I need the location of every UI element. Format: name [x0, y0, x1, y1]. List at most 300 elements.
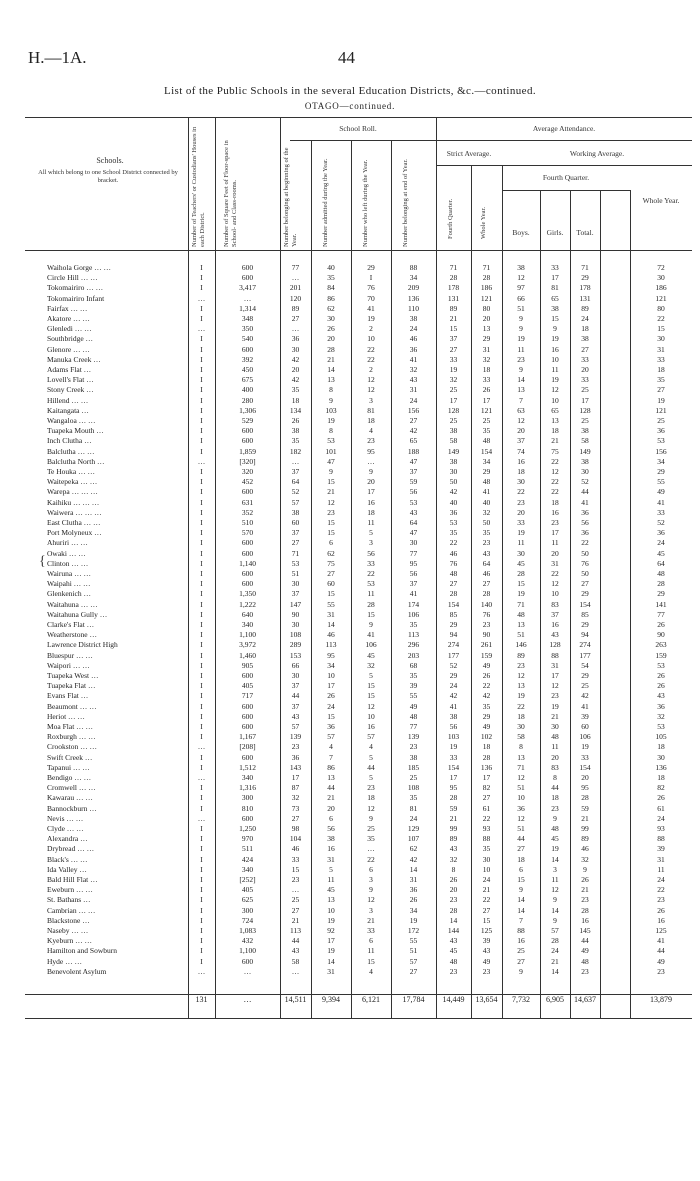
cell-roll-end: 48	[409, 711, 418, 721]
total-teachers: 131	[195, 995, 208, 1004]
cell-boys: 22	[517, 487, 525, 497]
cell-boys: 30	[517, 722, 525, 731]
cell-roll-end: 296	[407, 640, 420, 650]
cell-teachers: I	[200, 477, 203, 487]
cell-left: 12	[367, 701, 375, 711]
cell-whole-year: 16	[657, 915, 665, 925]
school-name: Waipahi … …	[47, 579, 91, 589]
cell-roll-begin: 42	[291, 375, 300, 385]
cell-floor-space: 675	[241, 375, 254, 385]
cell-strict-year: 35	[482, 528, 491, 538]
cell-floor-space: 348	[241, 314, 254, 323]
cell-admitted: 7	[329, 752, 333, 762]
cell-girls: 19	[551, 375, 559, 385]
cell-girls: 31	[551, 660, 559, 670]
cell-strict-q4: 28	[449, 273, 458, 283]
cell-floor-space: 970	[241, 834, 254, 844]
cell-boys: 30	[517, 548, 525, 558]
total-roll-begin: 14,511	[284, 995, 307, 1004]
cell-admitted: 15	[327, 518, 335, 527]
school-name: Beaumont … …	[47, 701, 97, 711]
cell-floor-space: 600	[241, 538, 254, 548]
cell-boys: 10	[517, 793, 525, 803]
table-row	[25, 753, 692, 763]
cell-left: 5	[369, 773, 373, 782]
cell-boys: 36	[517, 803, 525, 813]
school-name: Waitepeka … …	[47, 477, 98, 487]
cell-roll-begin: 25	[291, 895, 300, 905]
cell-roll-begin: 71	[291, 548, 300, 558]
cell-roll-begin: 18	[291, 395, 300, 405]
cell-left: 15	[367, 956, 375, 966]
total-whole-year: 13,879	[650, 995, 672, 1004]
cell-teachers: I	[200, 548, 203, 558]
cell-girls: 20	[551, 752, 559, 762]
cell-strict-year: 20	[482, 314, 491, 323]
cell-girls: 20	[551, 548, 559, 558]
table-row	[25, 967, 692, 977]
table-row	[25, 957, 692, 967]
cell-teachers: I	[200, 569, 203, 578]
cell-whole-year: 23	[657, 966, 665, 976]
table-row	[25, 477, 692, 487]
cell-roll-end: 36	[409, 344, 418, 354]
cell-q4-total: 76	[581, 558, 589, 568]
cell-strict-year: 28	[482, 752, 491, 762]
cell-floor-space: 600	[241, 752, 254, 762]
school-name: Glenledi … …	[47, 324, 92, 334]
cell-boys: 9	[519, 966, 523, 976]
cell-roll-begin: 37	[291, 467, 300, 476]
cell-girls: 88	[551, 650, 559, 660]
cell-strict-q4: 38	[449, 711, 458, 721]
cell-girls: 21	[551, 436, 559, 446]
cell-strict-year: 32	[482, 507, 491, 517]
boys-header: Boys.	[512, 228, 530, 237]
working-average-header: Working Average.	[569, 149, 625, 158]
cell-roll-begin: 108	[289, 630, 302, 640]
cell-strict-q4: 21	[449, 813, 458, 823]
cell-left: 12	[367, 895, 375, 905]
table-row	[25, 579, 692, 589]
cell-floor-space: 510	[241, 518, 254, 527]
cell-left: 15	[367, 691, 375, 701]
school-name: Benevolent Asylum	[47, 966, 107, 976]
cell-girls: 8	[553, 773, 557, 782]
cell-roll-begin: 37	[291, 589, 300, 599]
cell-boys: 12	[517, 813, 525, 823]
cell-girls: 9	[553, 813, 557, 823]
cell-girls: 57	[551, 926, 559, 935]
cell-boys: 51	[517, 783, 525, 793]
cell-whole-year: 49	[657, 956, 665, 966]
roll-begin-header: Number belonging at beginning of the Year.	[283, 147, 298, 247]
school-name: Akatore … …	[47, 314, 90, 323]
cell-admitted: 12	[327, 497, 335, 507]
school-name: Waitahuna … …	[47, 599, 98, 609]
cell-left: 17	[367, 487, 375, 497]
cell-teachers: …	[197, 813, 206, 823]
school-name: Crookston … …	[47, 742, 98, 752]
cell-q4-total: 178	[579, 283, 591, 293]
cell-teachers: I	[200, 303, 203, 313]
school-name: Swift Creek …	[47, 752, 93, 762]
cell-admitted: 56	[327, 824, 335, 833]
cell-teachers: I	[200, 650, 203, 660]
cell-boys: 28	[517, 569, 525, 578]
cell-boys: 23	[517, 354, 525, 364]
cell-teachers: …	[197, 456, 206, 466]
cell-roll-end: 77	[409, 722, 418, 731]
table-row	[25, 620, 692, 630]
cell-strict-year: 22	[482, 813, 491, 823]
cell-boys: 51	[517, 630, 525, 640]
cell-roll-begin: 51	[291, 569, 300, 578]
cell-admitted: 92	[327, 926, 335, 935]
cell-admitted: 44	[327, 783, 335, 793]
cell-roll-end: 34	[409, 273, 418, 283]
teachers-header: Number of Teachers' or Custodians' Houses in each District.	[191, 126, 206, 247]
cell-teachers: I	[200, 793, 203, 803]
cell-strict-year: 24	[482, 875, 491, 884]
cell-left: 15	[367, 681, 375, 691]
cell-strict-q4: 128	[447, 405, 460, 415]
cell-girls: 9	[553, 324, 557, 334]
cell-teachers: I	[200, 609, 203, 619]
cell-admitted: 10	[327, 905, 335, 915]
school-name: Tuapeka West …	[47, 671, 99, 680]
cell-roll-begin: 21	[291, 915, 300, 925]
cell-boys: 22	[517, 701, 525, 711]
cell-q4-total: 20	[581, 365, 589, 374]
cell-strict-year: 76	[482, 609, 491, 619]
cell-girls: 11	[551, 538, 559, 548]
cell-q4-total: 56	[581, 518, 589, 527]
cell-strict-year: 261	[480, 640, 493, 650]
cell-roll-end: 26	[409, 895, 418, 905]
cell-roll-begin: 66	[291, 660, 300, 670]
school-name: Bendigo … …	[47, 773, 92, 782]
cell-boys: 16	[517, 456, 525, 466]
cell-boys: 19	[517, 528, 525, 538]
cell-roll-end: 59	[409, 477, 418, 487]
cell-boys: 97	[517, 283, 525, 293]
cell-teachers: I	[200, 711, 203, 721]
cell-roll-end: 106	[407, 609, 420, 619]
cell-roll-begin: 32	[291, 793, 300, 803]
table-row	[25, 793, 692, 803]
cell-strict-year: 15	[482, 915, 491, 925]
cell-admitted: 75	[327, 558, 335, 568]
cell-strict-q4: 48	[449, 956, 458, 966]
cell-admitted: 6	[329, 538, 333, 548]
cell-girls: 18	[551, 497, 559, 507]
cell-left: 3	[369, 875, 373, 884]
cell-roll-begin: 38	[291, 426, 300, 436]
cell-strict-year: 27	[482, 579, 491, 589]
cell-left: 23	[367, 783, 375, 793]
table-row	[25, 396, 692, 406]
table-row	[25, 804, 692, 814]
cell-whole-year: 48	[657, 569, 665, 578]
cell-left: 45	[367, 650, 375, 660]
cell-roll-begin: 89	[291, 303, 300, 313]
cell-q4-total: 128	[579, 405, 591, 415]
cell-strict-q4: 33	[449, 752, 458, 762]
cell-girls: 23	[551, 803, 559, 813]
cell-boys: 14	[517, 375, 525, 385]
cell-strict-q4: 50	[449, 477, 458, 487]
cell-strict-year: 82	[482, 783, 491, 793]
cell-teachers: …	[197, 293, 206, 303]
cell-strict-q4: 25	[449, 385, 458, 395]
cell-boys: 19	[517, 589, 525, 599]
cell-admitted: 30	[327, 314, 335, 323]
cell-left: 53	[367, 579, 375, 589]
table-row	[25, 385, 692, 395]
cell-whole-year: 30	[657, 273, 665, 283]
cell-left: 4	[369, 966, 373, 976]
table-row	[25, 824, 692, 834]
cell-left: 9	[369, 620, 373, 629]
table-row	[25, 467, 692, 477]
cell-admitted: 15	[327, 528, 335, 538]
cell-roll-begin: 35	[291, 385, 300, 395]
cell-teachers: I	[200, 864, 203, 874]
cell-roll-begin: 23	[291, 742, 300, 752]
cell-left: 5	[369, 528, 373, 538]
cell-strict-year: 33	[482, 375, 491, 385]
cell-q4-total: 71	[581, 263, 589, 272]
cell-strict-year: 27	[482, 905, 491, 915]
cell-girls: 14	[551, 966, 559, 976]
cell-q4-total: 274	[579, 640, 591, 650]
cell-boys: 20	[517, 507, 525, 517]
cell-admitted: 24	[327, 701, 335, 711]
cell-q4-total: 26	[581, 875, 589, 884]
cell-q4-total: 50	[581, 569, 589, 578]
cell-strict-year: 48	[482, 436, 491, 446]
cell-admitted: 38	[327, 834, 335, 844]
cell-roll-end: 25	[409, 773, 418, 782]
cell-left: 95	[367, 446, 375, 456]
cell-boys: 33	[517, 518, 525, 527]
cell-left: I	[369, 273, 373, 283]
cell-teachers: I	[200, 446, 203, 456]
cell-left: 70	[367, 293, 375, 303]
cell-floor-space: 600	[241, 813, 254, 823]
cell-q4-total: 30	[581, 467, 589, 476]
cell-boys: 18	[517, 854, 525, 864]
cell-girls: 16	[551, 507, 559, 517]
cell-admitted: 62	[327, 548, 335, 558]
cell-teachers: I	[200, 518, 203, 527]
cell-floor-space: 1,140	[239, 558, 256, 568]
cell-roll-begin: …	[291, 324, 300, 334]
cell-whole-year: 53	[657, 436, 665, 446]
cell-whole-year: 159	[655, 650, 667, 660]
cell-admitted: 36	[327, 722, 335, 731]
cell-strict-q4: 177	[447, 650, 460, 660]
school-name: Eweburn … …	[47, 885, 93, 895]
cell-q4-total: 28	[581, 905, 589, 915]
cell-strict-q4: 59	[449, 803, 458, 813]
cell-girls: 19	[551, 844, 559, 854]
cell-q4-total: 29	[581, 671, 589, 680]
cell-roll-end: 56	[409, 487, 418, 497]
cell-teachers: I	[200, 956, 203, 966]
school-name: Bald Hill Flat …	[47, 875, 98, 884]
table-row	[25, 487, 692, 497]
cell-roll-end: 203	[407, 650, 420, 660]
cell-q4-total: 42	[581, 691, 589, 701]
cell-boys: 37	[517, 436, 525, 446]
cell-teachers: I	[200, 497, 203, 507]
cell-strict-year: 61	[482, 803, 491, 813]
cell-floor-space: 320	[241, 467, 254, 476]
table-row	[25, 702, 692, 712]
table-row	[25, 691, 692, 701]
cell-left: 10	[367, 711, 375, 721]
cell-boys: 74	[517, 446, 525, 456]
cell-strict-q4: 41	[449, 701, 458, 711]
cell-q4-total: 23	[581, 895, 589, 905]
strict-q4-header: Fourth Quarter.	[447, 198, 454, 239]
cell-left: 6	[369, 936, 373, 946]
cell-strict-year: 28	[482, 273, 491, 283]
table-row	[25, 436, 692, 446]
cell-roll-end: 172	[407, 926, 420, 935]
cell-teachers: I	[200, 507, 203, 517]
school-name: Evans Flat …	[47, 691, 89, 701]
cell-roll-begin: 23	[291, 875, 300, 884]
school-name: Naseby … …	[47, 926, 89, 935]
cell-admitted: 13	[327, 895, 335, 905]
cell-girls: 24	[551, 946, 559, 956]
cell-left: 12	[367, 803, 375, 813]
cell-floor-space: 300	[241, 793, 254, 803]
cell-floor-space: 3,417	[239, 283, 256, 293]
cell-boys: 15	[517, 875, 525, 884]
cell-admitted: 9	[329, 395, 333, 405]
cell-whole-year: 26	[657, 620, 665, 629]
cell-girls: 44	[551, 783, 559, 793]
cell-roll-end: 37	[409, 579, 418, 589]
cell-q4-total: 85	[581, 609, 589, 619]
school-name: Tokomairiro Infant	[47, 293, 105, 303]
cell-strict-q4: 144	[447, 926, 460, 935]
cell-whole-year: 36	[657, 701, 665, 711]
cell-roll-begin: 37	[291, 701, 300, 711]
cell-teachers: I	[200, 732, 203, 742]
cell-q4-total: 21	[581, 885, 589, 895]
cell-floor-space: 600	[241, 436, 254, 446]
cell-floor-space: 600	[241, 426, 254, 436]
cell-girls: 17	[551, 528, 559, 538]
school-name: Hyde … …	[47, 956, 82, 966]
cell-roll-begin: 53	[291, 558, 300, 568]
cell-q4-total: 46	[581, 844, 589, 854]
cell-boys: 12	[517, 416, 525, 425]
cell-roll-end: 129	[407, 824, 420, 833]
cell-boys: 13	[517, 752, 525, 762]
cell-girls: 18	[551, 426, 559, 436]
cell-left: 22	[367, 344, 375, 354]
cell-roll-begin: 57	[291, 722, 300, 731]
cell-strict-q4: 89	[449, 834, 458, 844]
cell-left: 19	[367, 314, 375, 323]
table-row	[25, 416, 692, 426]
cell-strict-q4: 42	[449, 691, 458, 701]
cell-girls: 3	[553, 864, 557, 874]
cell-floor-space: 424	[241, 854, 254, 864]
cell-strict-q4: 8	[451, 864, 456, 874]
cell-strict-q4: 26	[449, 875, 458, 884]
cell-teachers: I	[200, 885, 203, 895]
cell-left: 57	[367, 732, 375, 742]
cell-strict-q4: 14	[449, 915, 458, 925]
cell-teachers: I	[200, 834, 203, 844]
cell-admitted: 19	[327, 416, 335, 425]
cell-strict-q4: 27	[449, 579, 458, 589]
cell-girls: 17	[551, 273, 559, 283]
cell-roll-end: 35	[409, 671, 418, 680]
cell-boys: 20	[517, 426, 525, 436]
cell-floor-space: 905	[241, 660, 254, 670]
table-row	[25, 600, 692, 610]
cell-strict-year: 22	[482, 681, 491, 691]
cell-strict-q4: 28	[449, 589, 458, 599]
cell-girls: 12	[551, 885, 559, 895]
roll-left-header: Number who left during the Year.	[362, 159, 369, 247]
cell-boys: 6	[519, 864, 523, 874]
cell-roll-end: 156	[407, 405, 420, 415]
cell-strict-year: 49	[482, 722, 491, 731]
cell-floor-space: 600	[241, 344, 254, 354]
cell-teachers: I	[200, 365, 203, 374]
cell-q4-total: 177	[579, 650, 591, 660]
cell-strict-q4: 30	[449, 467, 458, 476]
cell-roll-end: 56	[409, 569, 418, 578]
cell-boys: 51	[517, 303, 525, 313]
cell-floor-space: 600	[241, 579, 254, 589]
cell-boys: 7	[519, 395, 523, 405]
cell-q4-total: 33	[581, 752, 589, 762]
cell-teachers: I	[200, 467, 203, 476]
cell-floor-space: 1,167	[239, 732, 256, 742]
cell-teachers: I	[200, 579, 203, 589]
cell-strict-q4: 274	[447, 640, 460, 650]
cell-strict-year: 88	[482, 834, 491, 844]
cell-boys: 19	[517, 691, 525, 701]
cell-whole-year: 41	[657, 497, 665, 507]
school-name: Kawarau … …	[47, 793, 93, 803]
cell-roll-end: 136	[407, 293, 420, 303]
cell-q4-total: 25	[581, 416, 589, 425]
cell-q4-total: 18	[581, 324, 589, 334]
cell-roll-begin: 289	[289, 640, 302, 650]
cell-girls: 75	[551, 446, 559, 456]
cell-boys: 14	[517, 905, 525, 915]
cell-girls: 21	[551, 956, 559, 966]
cell-admitted: 57	[327, 732, 335, 742]
cell-boys: 12	[517, 773, 525, 782]
cell-left: 20	[367, 477, 375, 487]
cell-left: 22	[367, 854, 375, 864]
cell-floor-space: 1,083	[239, 926, 256, 935]
cell-boys: 51	[517, 824, 525, 833]
school-name: Port Molyneux …	[47, 528, 102, 538]
